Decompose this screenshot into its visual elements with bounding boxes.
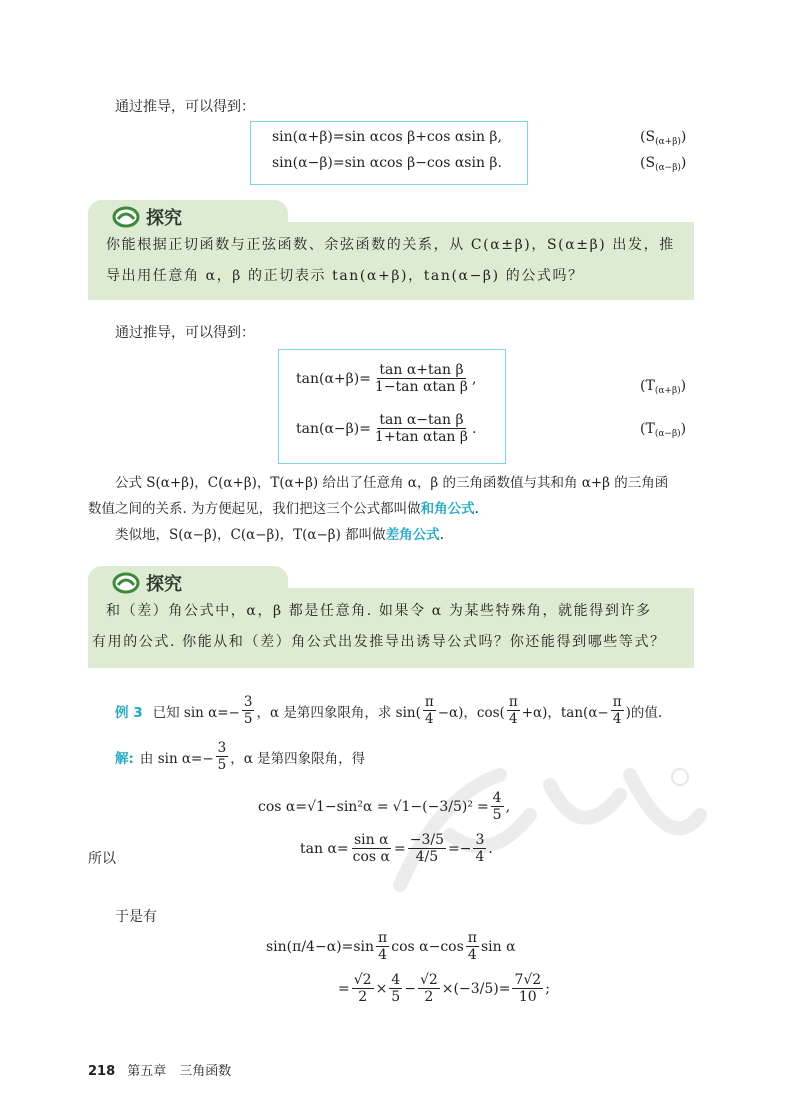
cos-alpha-equation: cos α=√1−sin²α = √1−(−3/5)² = $\frac{4}{5}$ , xyxy=(258,790,511,823)
explore-2-line2: 有用的公式. 你能从和（差）角公式出发推导出诱导公式吗？你还能得到哪些等式？ xyxy=(92,634,666,650)
formula-tag-t-diff: $(T_{(\alpha-\beta)})$ xyxy=(640,421,687,439)
explore-box-2 xyxy=(88,588,694,668)
intro-text-1: 通过推导，可以得到： xyxy=(115,99,255,115)
formula-sin-diff: sin(α−β)=sin αcos β−cos αsin β. xyxy=(272,155,502,171)
explore-2-title: 探究 xyxy=(146,574,182,595)
term-sum-formula: 和角公式 xyxy=(420,501,475,517)
page-footer xyxy=(88,1060,231,1079)
paragraph-sum-formulas-line2: 数值之间的关系. 为方便起见，我们把这三个公式都叫做和角公式. xyxy=(88,501,479,517)
tan-alpha-equation: tan α= $\frac{\text{sin α}}{\text{cos α}}$ = $\frac{-3/5}{4/5}$ =− $\frac{3}{4}$ . xyxy=(300,832,493,865)
explore-eye-icon xyxy=(112,203,140,231)
solution-label: 解: xyxy=(115,750,134,767)
explore-box-1 xyxy=(88,222,694,300)
sin-result-line: = $\frac{√2}{2}$ × $\frac{4}{5}$ − $\frac{√2}{2}$ ×(−3/5)= $\frac{7√2}{10}$ ; xyxy=(338,972,550,1005)
formula-tag-s-diff: $(S_{(\alpha-\beta)})$ xyxy=(640,155,687,173)
formula-sin-sum: sin(α+β)=sin αcos β+cos αsin β, xyxy=(272,129,502,145)
formula-tag-s-sum: $(S_{(\alpha+\beta)})$ xyxy=(640,129,687,147)
yushi-label: 于是有 xyxy=(115,909,157,925)
example-label: 例 3 xyxy=(115,704,143,721)
suoyi-label: 所以 xyxy=(88,851,116,867)
paragraph-diff-formulas: 类似地，S(α−β)，C(α−β)，T(α−β) 都叫做差角公式. xyxy=(115,527,444,543)
formula-tan-diff: tan(α−β)= $\frac{\text{tan α−tan β}}{\text{1+tan αtan β}}$ . xyxy=(296,412,477,445)
term-diff-formula: 差角公式 xyxy=(385,527,440,543)
solution-intro: 解: 由 sin α=− $\frac{3}{5}$ ，α 是第四象限角，得 xyxy=(115,740,366,773)
example-3-statement: 例 3 已知 sin α=− $\frac{3}{5}$ ，α 是第四象限角，求 sin( $\frac{\pi}{4}$ −α)，cos( $\frac{\pi}{4}$ +α)，tan(α− $\frac{\pi}{4}$ )的值. xyxy=(115,694,663,727)
explore-1-text: 你能根据正切函数与正弦函数、余弦函数的关系，从 C(α±β)，S(α±β) 出发，推导出用任意角 α，β 的正切表示 tan(α+β)，tan(α−β) 的公式吗？ xyxy=(106,237,675,284)
chapter-title: 第五章 三角函数 xyxy=(127,1064,232,1079)
publisher-watermark xyxy=(380,755,710,905)
explore-1-title: 探究 xyxy=(146,208,182,229)
intro-text-2: 通过推导，可以得到： xyxy=(115,325,255,341)
page-number: 218 xyxy=(88,1064,116,1079)
paragraph-sum-formulas-line1: 公式 S(α+β)，C(α+β)，T(α+β) 给出了任意角 α，β 的三角函数值与其和角 α+β 的三角函 xyxy=(115,475,669,491)
explore-eye-icon xyxy=(112,569,140,597)
formula-tag-t-sum: $(T_{(\alpha+\beta)})$ xyxy=(640,378,687,396)
sin-pi-quarter-minus-alpha: sin(π/4−α)=sin $\frac{\pi}{4}$ cos α−cos $\frac{\pi}{4}$ sin α xyxy=(266,930,516,963)
formula-tan-sum: tan(α+β)= $\frac{\text{tan α+tan β}}{\text{1−tan αtan β}}$ , xyxy=(296,362,477,395)
explore-2-line1: 和（差）角公式中，α，β 都是任意角. 如果令 α 为某些特殊角，就能得到许多 xyxy=(106,603,652,619)
